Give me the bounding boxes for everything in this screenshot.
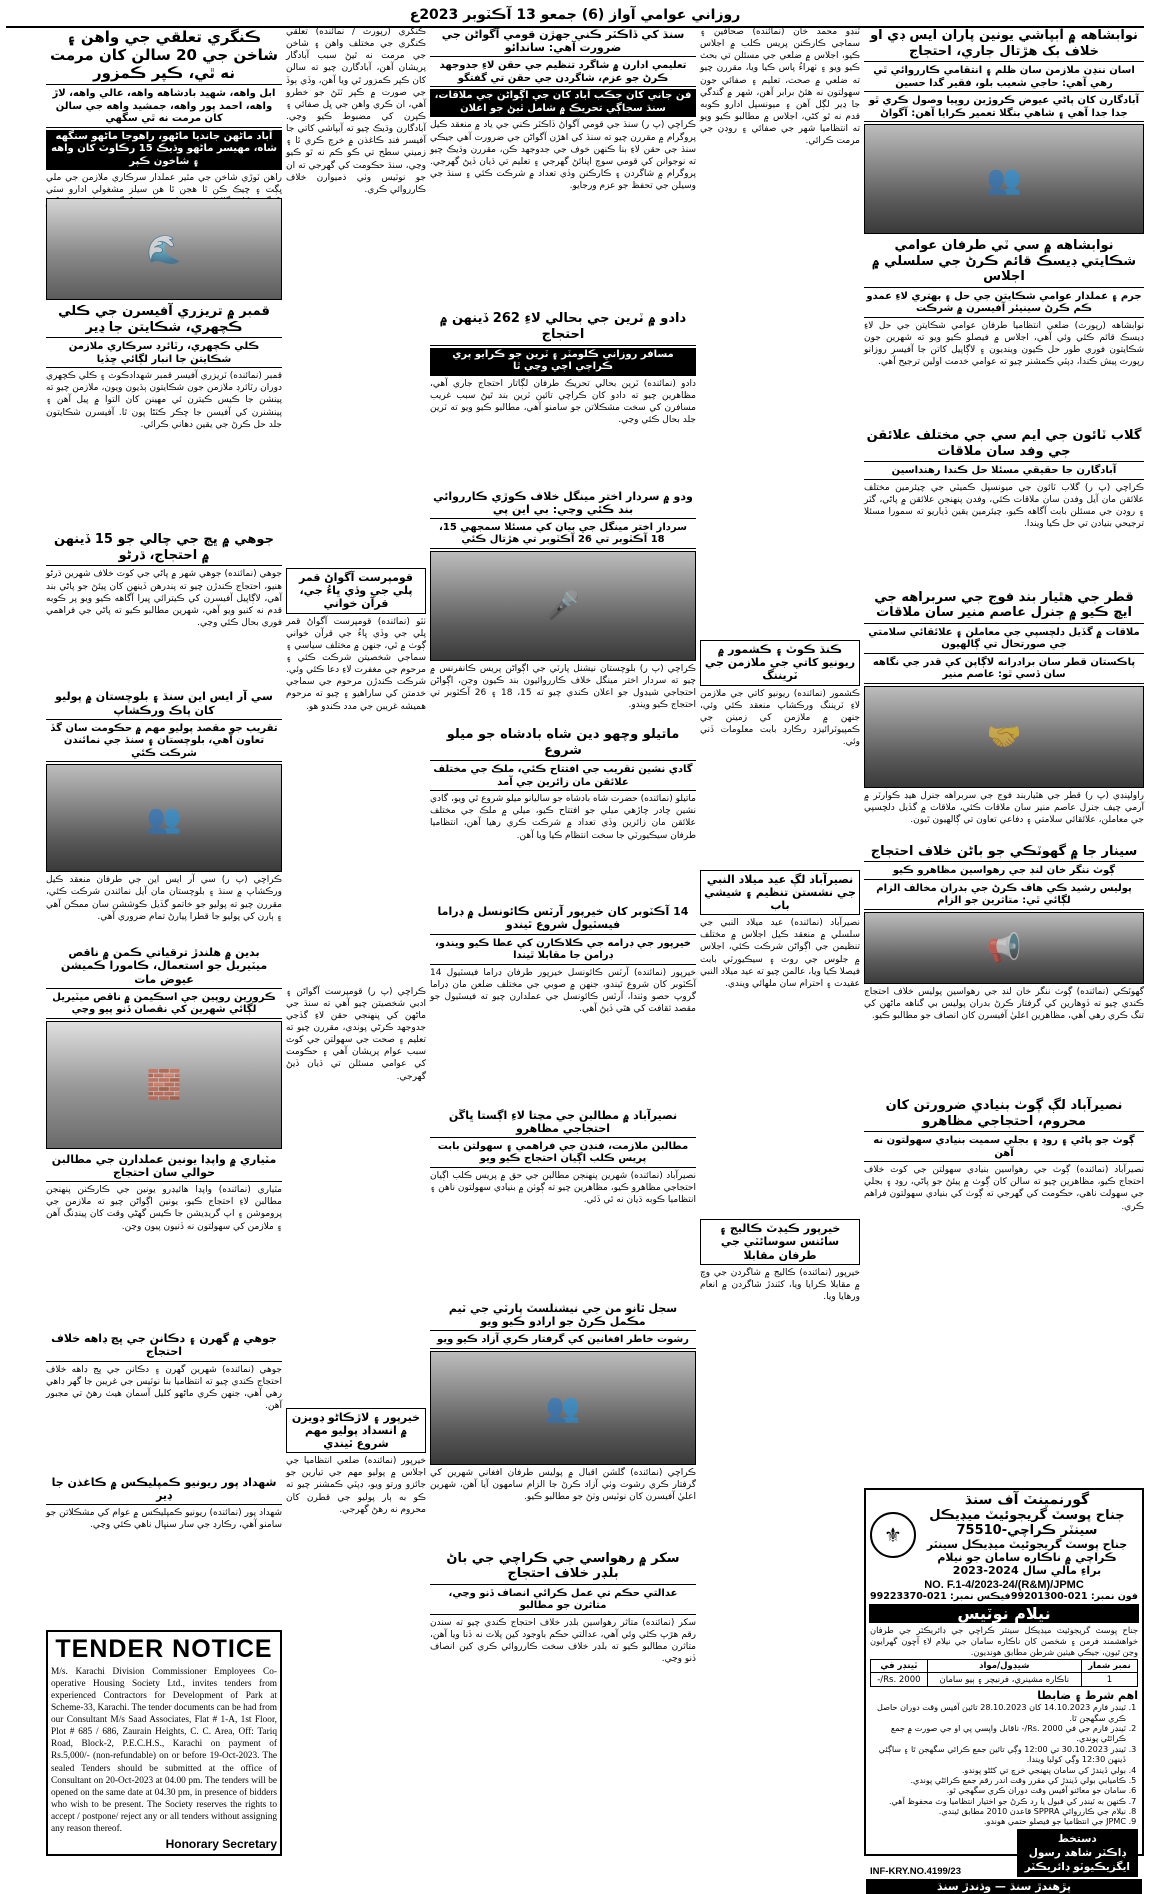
subheadline: ابل واهه، شهيد بادشاهه واهه، عالي واهه، لاڙ واهه، احمد پور واهه، جمشيد واهه جي سالن کان مرمت نه ٿي سگهي: [46, 87, 282, 128]
headline: مٽياري ۾ واپڊا يونين عملدارن جي مطالبن حوالي سان احتجاج: [46, 1151, 282, 1182]
headline: جوهي ۾ ڀڄ جي چالي جو 15 ڏينهن ۾ احتجاج، ڌرڻو: [46, 530, 282, 566]
canal-icon: 🌊: [146, 232, 182, 266]
headline: ماتيلو وچهو دين شاه بادشاه جو ميلو شروع: [430, 725, 696, 761]
article-body: ڪراچي (پ ر) قومپرست آگواڻن ۽ ادبي شخصيتن چيو آهي ته سنڌ جي ماڻهن کي پنهنجي حقن لاءِ گڏجي جدوجهد ڪرڻي پوندي، مقررن چيو ته تعليم ۽ صحت جي سهولتن جي کوٽ سبب عوام پريشان آهي ۽ حڪومت کي عوامي مسئلن تي ڌيان ڏيڻ گهرجي.: [286, 986, 426, 1082]
headline: نصيرآباد لڳ عيد ميلاد النبي جي نشستن تنظيم ۽ شيشي باب: [700, 870, 860, 916]
article-body: ڪراچي (پ ر) گلاب ٽائون جي ميونسپل ڪميٽي جي چيئرمين مختلف علائقن مان آيل وفدن سان ملاقات ڪئي، وفدن پنهنجن علائقن ۾ پاڻي، گٽر ۽ روڊن جي مسئلن بابت آگاهه ڪيو، چيئرمين يقين ڏياريو ته سمورا مسئلا ترجيحي بنيادن تي حل ڪيا ويندا.: [864, 482, 1144, 530]
ad-footer: پڙهندڙ سنڌ — وڌندڙ سنڌ: [866, 1879, 1142, 1894]
tender-signature: Honorary Secretary: [165, 1837, 277, 1851]
ad-phone: فون نمبر: 021-99201300: [1010, 1591, 1138, 1602]
headline: قومپرست آگواڻ قمر پلي جي وڏي ڀاءُ جي، قرآن خواني: [286, 568, 426, 614]
subheadline: تقريب جو مقصد پوليو مهم ۾ حڪومت سان گڏ تعاون آهي، بلوچستان ۽ سنڌ جي نمائندن شرڪت ڪئي: [46, 722, 282, 763]
headline: سينار جا ۾ گهوٽڪي جو باڻن خلاف احتجاج: [864, 842, 1144, 863]
subheadline: آباد ماڻهن جانديا ماڻهو، راهوجا ماڻهو سنگهه شاه، مهيسر ماڻهو وڌيڪ 15 رڪاوٽ کان واهه ۽ شاخون ڪپر: [46, 130, 282, 171]
ad-title: جناح پوسٽ گريجوئيٽ ميڊيڪل سينٽر ڪراچي ۾ ناڪاره سامان جو نيلام: [926, 1538, 1128, 1564]
subheadline: گادي نشين تقريب جي افتتاح ڪئي، ملڪ جي مختلف علائقن مان زائرين جي آمد: [430, 763, 696, 791]
table-row: [871, 1673, 1138, 1687]
column-3: [430, 26, 696, 1856]
masthead: روزاني عوامي آواز (6) جمعو 13 آڪٽوبر 2023ع: [6, 4, 1144, 28]
headline: سنڌ کي ڏاڪٽر ڪني جهڙن قومي آگواڻن جي ضرورت آهي: ساندائو: [430, 26, 696, 57]
subheadline: پوليس رشيد ڪي هاف ڪرڻ جي بدران مخالف الزام لڳائي ٿي: متاثرين جو الزام: [864, 882, 1144, 910]
column-1: [46, 26, 282, 1856]
news-photo: [46, 764, 282, 872]
ad-paragraph: جناح پوسٽ گريجوئيٽ ميڊيڪل سينٽر ڪراچي جي ڊائريڪٽر جي طرفان خواهشمند فرمن ۽ شخصن کان ناڪاره سامان جي نيلام لاءِ آڇون گهرايون وڃن ٿيون، جيڪي هيٺين شرطن مطابق هونديون.: [870, 1625, 1138, 1657]
headline: نوابشاهه ۾ سي ٽي طرفان عوامي شڪايتي ڊيسڪ قائم ڪرڻ جي سلسلي ۾ اجلاس: [864, 236, 1144, 288]
subheadline: ڪلي ڪچهري، رٽائرڊ سرڪاري ملازمن شڪايتن جا انبار لڳائي ڇڏيا: [46, 340, 282, 368]
article-body: شهداد پور (نمائنده) ريونيو ڪمپليڪس ۾ عوام کي مشڪلاتن جو سامنو آهي، رڪارڊ جي سار سنڀال ناهي ڪئي وڃي.: [46, 1507, 282, 1531]
group-photo-icon: 👥: [146, 801, 182, 835]
headline: ڪنگري تعلقي جي واهن ۽ شاخن جي 20 سالن کان مرمت نه ٿي، ڪپر ڪمزور: [46, 26, 282, 85]
headline: نصيرآباد ۾ مطالبن جي مڃتا لاءِ اڳستا ڀاڱن احتجاجي مظاهرو: [430, 1107, 696, 1138]
headline: قمبر ۾ تريزري آفيسرن جي ڪلي ڪچهري، شڪايتن جا ڍير: [46, 302, 282, 338]
list-item: 8. نيلام جي ڪارروائي SPPRA قاعدن 2010 مطابق ٿيندي.: [870, 1806, 1126, 1816]
article-body: خيرپور (نمائنده) ڪاليج ۾ شاگردن جي وچ ۾ مقابلا ڪرايا ويا، کٽندڙ شاگردن ۾ انعام ورهايا ويا.: [700, 1267, 860, 1302]
article-body: ٽنڊو محمد خان (نمائنده) صحافين ۽ سماجي ڪارڪنن پريس ڪلب ۾ اجلاس ڪيو، اجلاس ۾ ضلعي جي مسئلن تي بحث ڪيو ويو ۽ ٺهراءُ پاس ڪيا ويا، مقررن چيو ته ضلعي ۾ صحت، تعليم ۽ صفائي جون سهولتون نه هئڻ برابر آهن، شهر ۾ گندگي جا ڍير لڳل آهن ۽ ميونسپل ادارو ڪوبه قدم نه ٿو کڻي، اجلاس ۾ مطالبو ڪيو ويو ته انتظاميا شهر جي صفائي ۽ روڊن جي مرمت ڪرائي.: [700, 27, 860, 147]
list-item: 3. ٽينڊر 30.10.2023 تي 12:00 وڳي تائين جمع ڪرائي سگهجن ٿا ۽ ساڳئي ڏينهن 12:30 وڳي کوليا ويندا.: [870, 1744, 1126, 1765]
list-item: 4. بولي ڏيندڙ کي سامان پنهنجي خرچ تي کڻڻو پوندو.: [870, 1765, 1126, 1775]
article-body: ڪشمور (نمائنده) ريونيو کاتي جي ملازمن لاءِ ٽريننگ ورڪشاپ منعقد ڪئي وئي، جنهن ۾ ملازمن کي زمينن جي ڪمپيوٽرائيزڊ رڪارڊ بابت معلومات ڏني وئي.: [700, 688, 860, 748]
signatory-name: ڊاڪٽر شاهد رسول: [1028, 1846, 1127, 1859]
article-body: ٺٽو (نمائنده) قومپرست آگواڻ قمر پلي جي وڏي ڀاءُ جي قرآن خواني ڳوٺ ۾ ٿي، جنهن ۾ مختلف سياسي ۽ سماجي شخصيتن شرڪت ڪئي ۽ مرحوم جي مغفرت لاءِ دعا ڪئي وئي. شرڪت ڪندڙن مرحوم جي سماجي خدمتن کي ساراهيو ۽ چيو ته مرحوم هميشه غريبن جي مدد ڪندو هو.: [286, 616, 426, 712]
subheadline: تعليمي ادارن ۾ شاگرد تنظيم جي حقن لاءِ جدوجهد ڪرڻ جو عزم، شاگردن جي حقن تي گفتگو: [430, 59, 696, 87]
subheadline: مطالبن ملازمت، فنڊن جي فراهمي ۽ سهولتن بابت پريس ڪلب اڳيان احتجاج ڪيو ويو: [430, 1140, 696, 1168]
signature-label: دستخط: [1057, 1832, 1097, 1845]
people-icon: 👥: [986, 162, 1022, 196]
headline: قطر جي هٿيار بند فوج جي سربراهه جي ايڇ ڪيو ۾ جنرل عاصم منير سان ملاقات: [864, 588, 1144, 624]
headline: بدين ۾ هلندڙ ترقياتي ڪمن ۾ ناقص ميٽيريل جو استعمال، ڪامورا ڪميشن عيوض مات: [46, 944, 282, 989]
ad-title: جناح پوسٽ گريجوئيٽ ميڊيڪل سينٽر ڪراچي-75510: [929, 1508, 1125, 1538]
news-photo: [864, 912, 1144, 984]
protest-icon: 📢: [986, 931, 1022, 965]
construction-icon: 🧱: [146, 1068, 182, 1102]
subheadline: اسان ننڍن ملازمن سان ظلم ۽ انتقامي ڪارروائي ٿي رهي آهي: حاجي شعيب بلو، فقير گدا حسين: [864, 64, 1144, 92]
news-photo: [430, 551, 696, 661]
headline: دادو ۾ ٽرين جي بحالي لاءِ 262 ڏينهن ۾ احتجاج: [430, 309, 696, 345]
article-body: گهوٽڪي (نمائنده) ڳوٺ ننگر خان لنڊ جي رهواسين پوليس خلاف احتجاج ڪندي چيو ته ڏوهارين کي گرفتار ڪرڻ بدران پوليس بي گناهه ماڻهن کي تنگ ڪري رهي آهي، مظاهرين اعليٰ آفيسرن کان انصاف جو مطالبو ڪيو.: [864, 986, 1144, 1022]
headline: ڪنڌ ڪوٽ ۽ ڪشمور ۾ ريونيو کاتي جي ملازمن جي ٽريننگ: [700, 640, 860, 686]
tender-notice-ad: [46, 1630, 282, 1856]
tender-text: M/s. Karachi Division Commissioner Employees Co-operative Housing Society Ltd., invites tenders from experienced Contractors for Development of Park at Scheme-33, Karachi. The tender documents can be had from our Consultant M/s Saad Associates, Flat # 1-A, 1st Floor, Plot # 685 / 686, Zaurain Heights, C. C. Area, Off: Tariq Road, Block-2, P.E.C.H.S., Karachi on payment of Rs.5,000/- (non-refundable) on or before 19-Oct-2023. The sealed Tenders should be submitted at the office of Consultant on 20-Oct-2023 at 04.00 pm. The tenders will be opened on the same date at 04.30 pm, in presence of bidders who wish to be present. The Society reserves the rights to accept / postpone/ reject any or all tenders without assigning any reason thereof.: [51, 1666, 277, 1834]
table-cell: Rs. 2000/-: [871, 1673, 928, 1687]
subheadline: عدالتي حڪم تي عمل ڪرائي انصاف ڏنو وڃي، متاثرن جو مطالبو: [430, 1587, 696, 1615]
people-icon: 👥: [545, 1391, 581, 1425]
headline: شهداد پور ريونيو ڪمپليڪس ۾ ڪاغذن جا ڍير: [46, 1474, 282, 1505]
table-header: ٽينڊر في: [871, 1660, 928, 1673]
table-cell: 1: [1081, 1673, 1137, 1687]
column-2: [286, 26, 426, 1856]
subheadline: سردار اختر مينگل جي بيان کي مسئلا سمجهي 15، 18 آڪٽوبر تي 26 آڪٽوبر تي هڙتال ڪئي: [430, 521, 696, 549]
headline: ودو ۾ سردار اختر مينگل خلاف ڪوڙي ڪارروائي بند ڪئي وڃي: بي اين پي: [430, 488, 696, 519]
article-body: نوابشاهه (رپورٽ) ضلعي انتظاميا طرفان عوامي شڪايتن جي حل لاءِ ڊيسڪ قائم ڪئي وئي آهي، اجلاس ۾ فيصلو ڪيو ويو ته شهرين جون شڪايتون فوري طور حل ڪيون وينديون ۽ لاڳاپيل کاتن جا آفيسر روزانو رپورٽ پيش ڪندا، ڊپٽي ڪمشنر چيو ته عوامي خدمت اولين ترجيح آهي.: [864, 320, 1144, 368]
subheadline: مسافر روزاني ڪلومٽر ۽ ٽرين جو ڪرايو پري ڪراچي اچي وڃي ٿا: [430, 348, 696, 376]
headline: سکر ۾ رهواسي جي ڪراچي جي باڻ بلڊر خلاف احتجاج: [430, 1549, 696, 1585]
article-body: خيرپور (نمائنده) ضلعي انتظاميا جي اجلاس ۾ پوليو مهم جي تيارين جو جائزو ورتو ويو، ڊپٽي ڪمشنر چيو ته ڪو به ٻار پوليو جي قطرن کان محروم نه رهڻ گهرجي.: [286, 1456, 426, 1515]
news-photo: [430, 1351, 696, 1465]
article-body: ڪنگري (رپورٽ / نمائنده) تعلقي ڪنگري جي مختلف واهن ۽ شاخن جي مرمت نه ٿيڻ سبب آبادگار پريشان آهن، آبادگارن چيو ته سالن کان ڪپر ڪمزور ٿي ويا آهن، وڏي ٻوڏ جي صورت ۾ ڪپر ٽٽڻ جو خطرو آهي، ان ڪري واهن جي ڀل صفائي ۽ ڪپرن کي مضبوط ڪيو وڃي. آبادگارن وڌيڪ چيو ته آبپاشي کاتي جا آفيسر فنڊ ڪاغذن ۾ خرچ ڪري ٿا ۽ زميني سطح تي ڪو ڪم نه ٿو ڪيو وڃي، سنڌ حڪومت کي گهرجي ته ان جو نوٽيس وٺي ذميوارن خلاف ڪارروائي ڪري.: [286, 27, 426, 195]
table-header: نمبر شمار: [1081, 1660, 1137, 1673]
headline: خيرپور ڪيڊٽ ڪاليج ۽ سائنس سوسائٽي جي طرفان مقابلا: [700, 1219, 860, 1265]
article-body: ڪراچي (نمائنده) گلشن اقبال ۾ پوليس طرفان افغاني شهرين کي گرفتار ڪري رشوت وٺي آزاد ڪرڻ جا الزام سامهون آيا آهن، شهرين اعليٰ آفيسرن کان نوٽيس وٺڻ جو مطالبو ڪيو.: [430, 1467, 696, 1503]
news-photo: [46, 198, 282, 300]
article-body: جوهي (نمائنده) شهرين گهرن ۽ دڪانن جي ڀڃ ڊاهه خلاف احتجاج ڪندي چيو ته انتظاميا بنا نوٽيس جي غريبن جا گهر ڊاهي رهي آهي، جنهن ڪري ماڻهو کليل آسمان هيٺ رهڻ تي مجبور آهن.: [46, 1364, 282, 1411]
subheadline: رشوت خاطر افغانين کي گرفتار ڪري آزاد ڪيو ويو: [430, 1333, 696, 1349]
list-item: 2. ٽينڊر فارم جي في Rs. 2000/- ناقابل واپسي پي او جي صورت ۾ جمع ڪرائڻي پوندي.: [870, 1723, 1126, 1744]
signatory-title: ايگزيڪيوٽو ڊائريڪٽر: [1024, 1861, 1130, 1873]
subheadline: خيرپور جي ڊرامه جي ڪلاڪارن کي عطا ڪيو ويندو، ڊرامن جا مقابلا ٿيندا: [430, 937, 696, 965]
list-item: 1. ٽينڊر فارم 14.10.2023 کان 28.10.2023 تائين آفيس وقت دوران حاصل ڪري سگهجن ٿا.: [870, 1702, 1126, 1723]
headline: گلاب ٽائون جي ايم سي جي مختلف علائقن جي وفد سان ملاقات: [864, 426, 1144, 462]
column-4: [700, 26, 860, 1856]
headline: 14 آڪٽوبر کان خيرپور آرٽس ڪائونسل ۾ ڊراما فيسٽيول شروع ٿيندو: [430, 903, 696, 934]
headline: سجل ٿانو من جي نيشنلسٽ پارٽي جي ٽيم مڪمل ڪرڻ جو ارادو ڪيو ويو: [430, 1300, 696, 1331]
headline: نصيرآباد لڳ ڳوٺ بنيادي ضرورتن کان محروم، احتجاجي مظاهرو: [864, 1096, 1144, 1132]
news-photo: [46, 1021, 282, 1149]
ad-title: گورنمينٽ آف سنڌ: [964, 1492, 1090, 1508]
subheadline: پاڪستان قطر سان برادرانه لاڳاپن کي قدر جي نگاهه سان ڏسي ٿو: عاصم منير: [864, 656, 1144, 684]
government-seal-icon: ⚜: [870, 1512, 916, 1558]
ad-reference: NO. F.1-4/2023-24/(R&M)/JPMC: [924, 1579, 1084, 1591]
list-item: 5. ڪاميابي بولي ڏيندڙ کي مقرر وقت اندر رقم جمع ڪرائڻي پوندي.: [870, 1775, 1126, 1785]
ad-signature-row: [866, 1827, 1142, 1880]
ad-inf-code: INF-KRY.NO.4199/23: [870, 1866, 961, 1878]
article-body: راهن ٽوڙي شاخن جي مٿير عملدار سرڪاري ملازمن جي ملي ڀڳت ۽ چيڪ ڪن ٿا هجن ٿا هن سيلز مشغولي ادارو سٽي: [46, 173, 282, 196]
article-body: راولپنڊي (پ ر) قطر جي هٿياربند فوج جي سربراهه جنرل هيڊ ڪوارٽر ۾ آرمي چيف جنرل عاصم منير سان ملاقات ڪئي، ملاقات ۾ گڏيل دلچسپي جي معاملن، علائقائي سلامتي ۽ دفاعي تعاون تي ڳالهيون ٿيون.: [864, 790, 1144, 826]
headline: نوابشاهه ۾ آبپاشي يونين پاران ايس ڊي او خلاف بک هڙتال جاري، احتجاج: [864, 26, 1144, 62]
ad-conditions-list: [866, 1702, 1142, 1826]
article-body: ڪراچي (پ ر) بلوچستان نيشنل پارٽي جي اڳواڻن پريس ڪانفرنس ۾ چيو ته سردار اختر مينگل خلاف ڪارروائيون بند ڪيون وڃن، اڳواڻن احتجاجي شيڊول جو اعلان ڪندي چيو ته 15، 18 ۽ 26 آڪٽوبر تي احتجاج ڪيو ويندو.: [430, 663, 696, 711]
ad-title: براءِ مالي سال 2024-2023: [952, 1564, 1102, 1577]
list-item: 7. ڪنهن به ٽينڊر کي قبول يا رد ڪرڻ جو اختيار انتظاميا وٽ محفوظ آهي.: [870, 1796, 1126, 1806]
ad-signature: [1017, 1829, 1138, 1878]
subheadline: ڪرورين روپين جي اسڪيمن ۾ ناقص ميٽيريل لڳائي شهرين کي نقصان ڏنو پيو وڃي: [46, 991, 282, 1019]
article-body: دادو (نمائنده) ٽرين بحالي تحريڪ طرفان لڳاتار احتجاج جاري آهي، مظاهرين چيو ته دادو کان ڪراچي تائين ٽرين بند ٿيڻ سبب غريب مسافرن کي سخت مشڪلاتن جو سامنو آهي، مطالبو ڪيو ويو ته ٽرين جلد بحال ڪئي وڃي.: [430, 378, 696, 425]
list-item: 6. سامان جو معائنو آفيس وقت دوران ڪري سگهجي ٿو.: [870, 1785, 1126, 1795]
subheadline: آبادگارن کان پاڻي عيوض ڪروڙين روپيا وصول ڪري ٿو جدا جدا آهي ۽ شاهي بنگلا تعمير ڪرايا آهن: آگواڻ: [864, 94, 1144, 122]
headline: خيرپور ۽ لاڙڪاڻو ڊويزن ۾ انسداد پوليو مهم شروع ٿيندي: [286, 1408, 426, 1454]
news-photo: [864, 686, 1144, 788]
table-header: شيڊول/مواد: [927, 1660, 1081, 1673]
ad-conditions-title: اهم شرط ۽ ضابطا: [1037, 1689, 1138, 1703]
ad-titles: [916, 1492, 1138, 1577]
column-5: [864, 26, 1144, 1894]
article-body: قمبر (نمائنده) ٽريزري آفيسر قمبر شهدادڪوٽ ۽ ڪلي ڪچهري دوران رٽائرڊ ملازمن جون شڪايتون ٻڌيون ويون، ملازمن چيو ته پينشن جا ڪيس ڪيترن ئي مهينن کان التوا ۾ پيل آهن ۽ پينشنرن کي آفيسن جا چڪر ڪٽڻا پون ٿا. آفيسرن شڪايتون جلد حل ڪرڻ جي يقين دهاني ڪرائي.: [46, 371, 282, 430]
article-body: خيرپور (نمائنده) آرٽس ڪائونسل خيرپور طرفان ڊراما فيسٽيول 14 آڪٽوبر کان شروع ٿيندو، جنهن ۾ صوبي جي مختلف ضلعن مان ڊراما گروپ حصو وٺندا، آرٽس ڪائونسل جي عملدارن چيو ته فيسٽيول جو مقصد ثقافت کي هٿي ڏيڻ آهي.: [430, 967, 696, 1014]
subheadline: فن جاني کان جڪب آباد کان جي اڳواڻن جي ملاقات، سنڌ سجاڳي تحريڪ ۾ شامل ٿيڻ جو اعلان: [430, 89, 696, 117]
news-photo: [864, 124, 1144, 234]
headline: سي آر ايس اين سنڌ ۽ بلوچستان ۾ پوليو کان پاڪ ورڪشاپ: [46, 688, 282, 719]
article-body: نصيرآباد (نمائنده) شهرين پنهنجن مطالبن جي حق ۾ پريس ڪلب اڳيان احتجاجي مظاهرو ڪيو، مظاهرين چيو ته ڳوٺن ۾ بنيادي سهولتون ناهن ۽ انتظاميا ڪوبه ڌيان نه ٿي ڏئي.: [430, 1170, 696, 1206]
ad-contacts: [866, 1591, 1142, 1602]
subheadline: جرم ۽ عملدار عوامي شڪايتن جي حل ۽ بهتري لاءِ عمدو ڪم ڪرڻ سينيئر آفيسرن ۾ شرڪت: [864, 290, 1144, 318]
meeting-icon: 🤝: [986, 720, 1022, 754]
auction-notice-ad: [864, 1488, 1144, 1894]
subheadline: ڳوٺ جو پاڻي ۽ روڊ ۽ بجلي سميت بنيادي سهولتون نه آهن: [864, 1134, 1144, 1162]
subheadline: آبادگارن جا حقيقي مسئلا حل ڪندا رهنداسين: [864, 464, 1144, 480]
ad-banner: نيلام نوٽيس: [869, 1604, 1139, 1623]
article-body: نصيرآباد (نمائنده) عيد ميلاد النبي جي سلسلي ۾ منعقد ڪيل اجلاس ۾ مختلف تنظيمن جي اڳواڻن شرڪت ڪئي، اجلاس ۾ جلوس جي روٽ ۽ سيڪيورٽي بابت فيصلا ڪيا ويا، عالمن چيو ته عيد ميلاد النبي عقيدت ۽ احترام سان ملهائي ويندي.: [700, 918, 860, 989]
article-body: جوهي (نمائنده) جوهي شهر ۾ پاڻي جي کوٽ خلاف شهرين ڌرڻو هنيو، احتجاج ڪندڙن چيو ته پندرهن ڏينهن کان پيئڻ جو پاڻي بند آهي، لاڳاپيل آفيسرن کي ڪيترائي ڀيرا آگاهه ڪيو ويو پر ڪوبه قدم نه کنيو ويو آهي، شهرين مطالبو ڪيو ته پاڻي جي فراهمي فوري بحال ڪئي وڃي.: [46, 569, 282, 628]
tender-title: TENDER NOTICE: [55, 1634, 273, 1663]
press-conference-icon: 🎤: [545, 589, 581, 623]
columns: [6, 26, 1144, 1894]
ad-fax: فيڪس نمبر: 021-99223370: [870, 1591, 1011, 1602]
article-body: ماتيلو (نمائنده) حضرت شاه بادشاه جو ساليانو ميلو شروع ٿي ويو، گادي نشين چادر چاڙهي ميلي جو افتتاح ڪيو، ميلي ۾ ملڪ جي مختلف علائقن مان زائرين وڏي تعداد ۾ شرڪت ڪري رهيا آهن، انتظاميا طرفان سيڪيورٽي جا سخت انتظام ڪيا ويا آهن.: [430, 794, 696, 841]
article-body: ڪراچي (پ ر) سنڌ جي قومي آگواڻ ڏاڪٽر ڪني جي ياد ۾ منعقد ڪيل پروگرام ۾ مقررن چيو ته سنڌ کي اهڙن آگواڻن جي ضرورت آهي جيڪي سنڌ جي حقن لاءِ بنا ڪنهن خوف جي جدوجهد ڪن، مقررن وڌيڪ چيو ته نوجوانن کي قومي سوچ اپنائڻ گهرجي ۽ تعليم تي ڌيان ڏيڻ گهرجي. پروگرام ۾ شاگردن ۽ ڪارڪنن وڏي تعداد ۾ شرڪت ڪئي ۽ سنڌ جي وسيلن جي تحفظ جو عزم ورجايو.: [430, 120, 696, 192]
article-body: سکر (نمائنده) متاثر رهواسين بلڊر خلاف احتجاج ڪندي چيو ته سندن رقم هڙپ ڪئي وئي آهي، عدالتي حڪم باوجود کين پلاٽ نه ڏنا ويا آهن، متاثرن مطالبو ڪيو ته بلڊر خلاف سخت ڪارروائي ڪري کين انصاف ڏنو وڃي.: [430, 1617, 696, 1665]
ad-header: [866, 1490, 1142, 1579]
ad-table: [870, 1659, 1138, 1687]
article-body: ڪراچي (پ ر) سي آر ايس اين جي طرفان منعقد ڪيل ورڪشاپ ۾ سنڌ ۽ بلوچستان مان آيل نمائندن شرڪت ڪئي، مقررن چيو ته پوليو جو خاتمو گڏيل ڪوششن سان ممڪن آهي ۽ ٻارن کي پوليو جا قطرا پيارڻ تمام ضروري آهي.: [46, 875, 282, 922]
headline: جوهي ۾ گهرن ۽ دڪانن جي ڀڃ ڊاهه خلاف احتجاج: [46, 1330, 282, 1361]
list-item: 9. JPMC جي انتظاميا جو فيصلو حتمي هوندو.: [870, 1816, 1126, 1826]
subheadline: ملاقات ۾ گڏيل دلچسپي جي معاملن ۽ علائقائي سلامتي جي صورتحال تي ڳالهيون: [864, 626, 1144, 654]
subheadline: ڳوٺ ننگر خان لنڊ جي رهواسين مظاهرو ڪيو: [864, 864, 1144, 880]
article-body: مٽياري (نمائنده) واپڊا هائيڊرو يونين جي ڪارڪنن پنهنجن مطالبن لاءِ احتجاج ڪيو، يونين اڳواڻن چيو ته ملازمن جي پروموشن ۽ اپ گريڊيشن جا ڪيس گهڻي وقت کان پينڊنگ آهن ۽ ملازمن کي سهولتون نه ڏنيون پيون وڃن.: [46, 1185, 282, 1232]
article-body: نصيرآباد (نمائنده) ڳوٺ جي رهواسين بنيادي سهولتن جي کوٽ خلاف احتجاج ڪيو، مظاهرين چيو ته سالن کان ڳوٺ ۾ پيئڻ جو پاڻي، روڊ ۽ بجلي جي سهولت ناهي، حڪومت کي گهرجي ته ڳوٺ کي بنيادي سهولتون فراهم ڪري.: [864, 1165, 1144, 1212]
table-cell: ناڪاره مشينري، فرنيچر ۽ ٻيو سامان: [927, 1673, 1081, 1687]
